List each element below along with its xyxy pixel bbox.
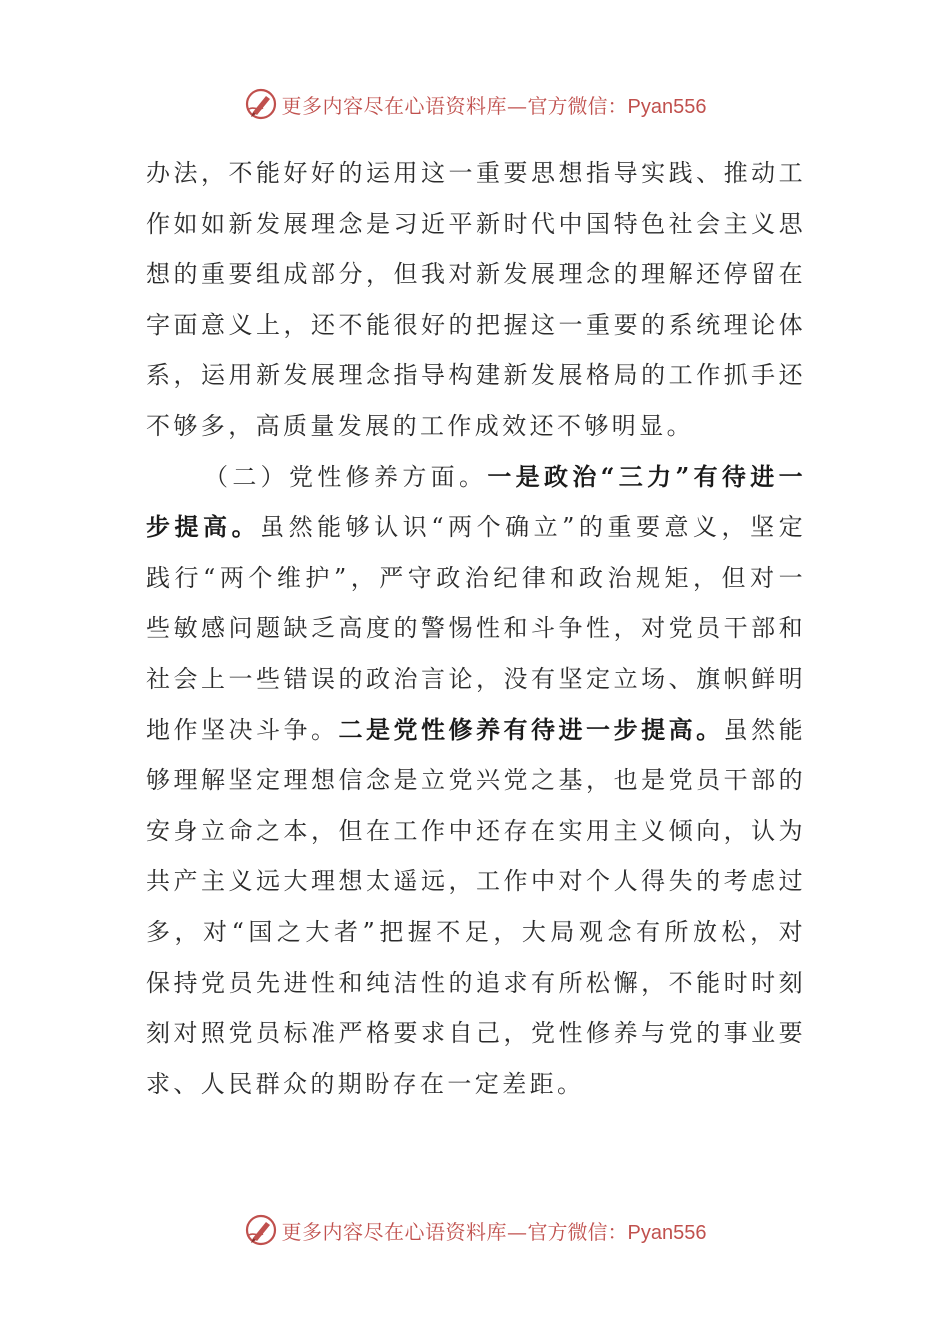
bold-point-1: 一是政治“三力”有待进一步提高。	[146, 461, 806, 542]
bold-point-2: 二是党性修养有待进一步提高。	[338, 714, 724, 744]
paragraph-2	[146, 452, 806, 1110]
paragraph-text: 虽然能够认识“两个确立”的重要意义，坚定践行“两个维护”，严守政治纪律和政治规矩，但对一些敏感问题缺乏高度的警惕性和斗争性，对党员干部和社会上一些错误的政治言论，没有坚定立场、旗帜鲜明地作坚决斗争。	[146, 513, 806, 744]
section-heading: （二）党性修养方面。	[204, 462, 488, 491]
header-watermark	[0, 84, 950, 124]
footer-watermark	[0, 1210, 950, 1250]
watermark-wechat: 官方微信：Pyan556	[527, 1221, 707, 1244]
watermark-text: 更多内容尽在心语资料库—	[281, 93, 528, 118]
paragraph-text: 办法，不能好好的运用这一重要思想指导实践、推动工作如如新发展理念是习近平新时代中国特色社会主义思想的重要组成部分，但我对新发展理念的理解还停留在字面意义上，还不能很好的把握这一重要的系统理论体系，运用新发展理念指导构建新发展格局的工作抓手还不够多，高质量发展的工作成效还不够明显。	[146, 159, 806, 440]
pen-logo-icon	[244, 1213, 278, 1247]
paragraph-text: 虽然能够理解坚定理想信念是立党兴党之基，也是党员干部的安身立命之本，但在工作中还存在实用主义倾向，认为共产主义远大理想太遥远，工作中对个人得失的考虑过多，对“国之大者”把握不足，大局观念有所放松，对保持党员先进性和纯洁性的追求有所松懈，不能时时刻刻对照党员标准严格要求自己，党性修养与党的事业要求、人民群众的期盼存在一定差距。	[146, 715, 806, 1098]
pen-logo-icon	[244, 87, 278, 121]
watermark-text: 更多内容尽在心语资料库—	[281, 1219, 528, 1244]
watermark-wechat: 官方微信：Pyan556	[527, 95, 707, 118]
paragraph-1	[146, 148, 806, 452]
document-body	[146, 148, 806, 1109]
